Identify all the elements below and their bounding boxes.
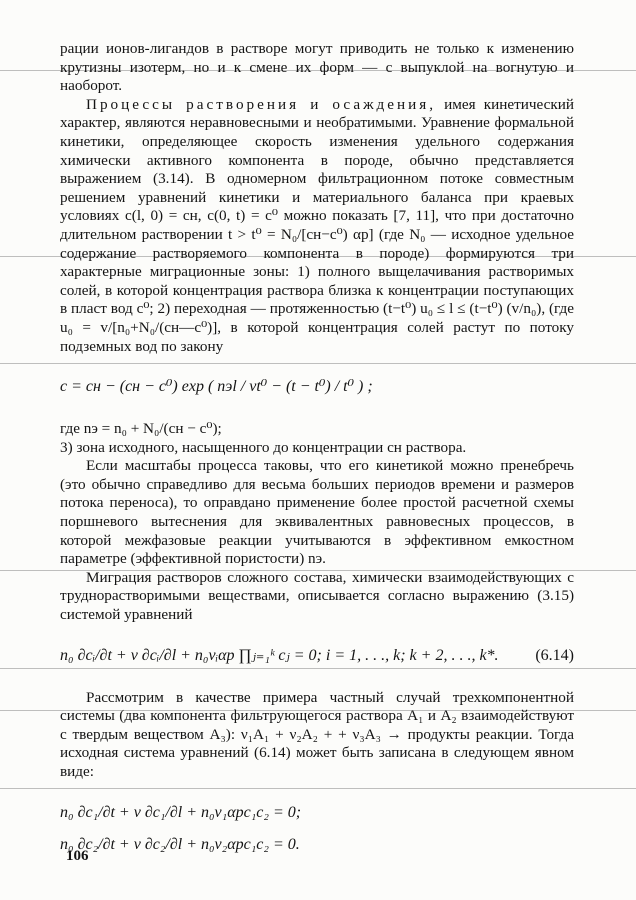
paragraph-zone3: 3) зона исходного, насыщенного до концентрации cн раствора.: [60, 438, 467, 456]
equation-system: [60, 643, 574, 669]
body-text: [60, 40, 574, 878]
section-title: Процессы растворения и осаждения,: [86, 95, 437, 113]
paragraph-migration: Миграция растворов сложного состава, химически взаимодействующих с труднорастворимыми веществами, описывается согласно выражению (3.15) системой уравнений: [60, 568, 574, 624]
paragraph-piston: Если масштабы процесса таковы, что его кинетикой можно пренебречь (это обычно справедливо для весьма больших периодов времени и размеров потока переноса), то оправдано применение более простой расчетной схемы поршневого вытеснения для эквивалентных равновесных процессов, в которой межфазовые реакции учитываются в эффективном емкостном параметре (эффективной пористости) nэ.: [60, 457, 574, 568]
page-number: 106: [66, 848, 89, 864]
paragraph-dissolution: [60, 96, 574, 356]
equation-c2: n₀ ∂c₂/∂t + v ∂c₂/∂l + n₀ν₂αрc₁c₂ = 0.: [60, 835, 300, 853]
equation-system-body: n₀ ∂cᵢ/∂t + v ∂cᵢ/∂l + n₀νᵢαр ∏ⱼ₌₁ᵏ cⱼ = 0; i = 1, . . ., k; k + 2, . . ., k*.: [60, 646, 499, 664]
equation-concentration: c = cн − (cн − c⁰) exp ( nэl / vt⁰ − (t − t⁰) / t⁰ ) ;: [60, 378, 373, 396]
equation-number: (6.14): [535, 646, 574, 664]
paragraph-where: где nэ = n₀ + N₀/(cн − c⁰);: [60, 420, 222, 438]
equation-c1: n₀ ∂c₁/∂t + v ∂c₁/∂l + n₀ν₁αрc₁c₂ = 0;: [60, 803, 302, 821]
paragraph-dissolution-body: имея кинетический характер, являются неравновесными и необратимыми. Уравнение формальной кинетики, определяющее скорость изменения удельного содержания химически активного компонента в породе, обычно представляется выражением (3.14). В одномерном фильтрационном потоке совместным решением уравнений кинетики и материального баланса при краевых условиях c(l, 0) = cн, c(0, t) = c⁰ можно показать [7, 11], что при достаточно длительном растворении t > t⁰ = N₀/[cн−c⁰) αр] (где N₀ — исходное удельное содержание растворяемого компонента в породе) формируются три характерные миграционные зоны: 1) полного выщелачивания растворимых солей, в которой концентрация раствора близка к концентрации поступающих в пласт вод c⁰; 2) переходная — протяженностью (t−t⁰) u₀ ≤ l ≤ (t−t⁰) (v/n₀), (где u₀ = v/[n₀+N₀/(cн—c⁰)], в которой концентрация солей растут по потоку подземных вод по закону: [60, 95, 574, 355]
paragraph-example: Рассмотрим в качестве примера частный случай трехкомпонентной системы (два компонента фильтрующегося раствора A₁ и A₂ взаимодействуют с твердым веществом A₃): ν₁A₁ + ν₂A₂ + + ν₃A₃ → продукты реакции. Тогда исходная система уравнений (6.14) может быть записана в следующем явном виде:: [60, 688, 574, 780]
paragraph-intro: рации ионов-лигандов в растворе могут приводить не только к изменению крутизны изотерм, но и к смене их форм — с выпуклой на вогнутую и наоборот.: [60, 40, 574, 95]
